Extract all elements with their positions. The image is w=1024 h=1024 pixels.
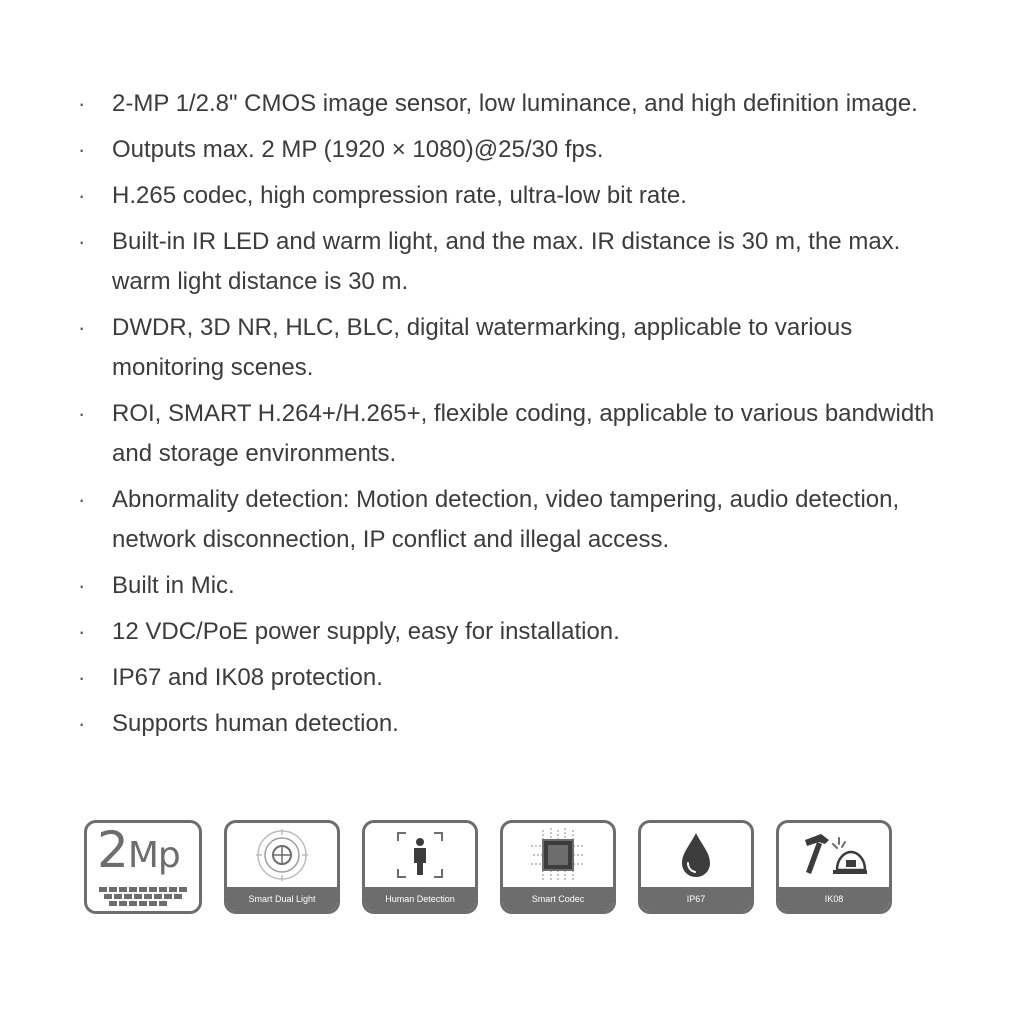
feature-text: Built-in IR LED and warm light, and the max. IR distance is 30 m, the max. warm light distance is 30 m. bbox=[112, 228, 901, 295]
feature-text: DWDR, 3D NR, HLC, BLC, digital watermarking, applicable to various monitoring scenes. bbox=[112, 314, 853, 381]
feature-list bbox=[78, 84, 938, 750]
bullet: · bbox=[78, 315, 86, 340]
ip67-badge bbox=[638, 820, 754, 914]
2mp-resolution-icon bbox=[87, 823, 199, 911]
mp-label bbox=[97, 821, 180, 879]
feature-item bbox=[78, 704, 938, 744]
feature-text: IP67 and IK08 protection. bbox=[112, 664, 383, 691]
feature-item bbox=[78, 658, 938, 698]
badge-caption: IP67 bbox=[641, 887, 751, 911]
ik08-badge bbox=[776, 820, 892, 914]
feature-text: Built in Mic. bbox=[112, 572, 235, 599]
feature-item bbox=[78, 394, 938, 474]
feature-text: Outputs max. 2 MP (1920 × 1080)@25/30 fps. bbox=[112, 136, 604, 163]
chip-icon bbox=[529, 826, 587, 884]
feature-item bbox=[78, 308, 938, 388]
feature-text: Supports human detection. bbox=[112, 710, 399, 737]
badge-caption: Human Detection bbox=[365, 887, 475, 911]
pixel-grid-icon bbox=[99, 887, 191, 907]
feature-badges bbox=[84, 820, 892, 914]
bullet: · bbox=[78, 229, 86, 254]
badge-caption: IK08 bbox=[779, 887, 889, 911]
human-detection-icon bbox=[394, 829, 446, 881]
bullet: · bbox=[78, 665, 86, 690]
feature-item bbox=[78, 566, 938, 606]
smart-dual-light-badge bbox=[224, 820, 340, 914]
bullet: · bbox=[78, 619, 86, 644]
human-detection-badge bbox=[362, 820, 478, 914]
badge-caption: Smart Codec bbox=[503, 887, 613, 911]
mp-number: 2 bbox=[97, 821, 128, 879]
feature-item bbox=[78, 480, 938, 560]
bullet: · bbox=[78, 573, 86, 598]
badge-caption: Smart Dual Light bbox=[227, 887, 337, 911]
feature-text: 12 VDC/PoE power supply, easy for installation. bbox=[112, 618, 620, 645]
feature-item bbox=[78, 176, 938, 216]
bullet: · bbox=[78, 487, 86, 512]
bullet: · bbox=[78, 137, 86, 162]
feature-text: 2-MP 1/2.8" CMOS image sensor, low luminance, and high definition image. bbox=[112, 90, 918, 117]
water-drop-icon bbox=[676, 831, 716, 879]
feature-text: ROI, SMART H.264+/H.265+, flexible coding, applicable to various bandwidth and storage environments. bbox=[112, 400, 935, 467]
feature-text: H.265 codec, high compression rate, ultra-low bit rate. bbox=[112, 182, 687, 209]
feature-item bbox=[78, 612, 938, 652]
feature-item bbox=[78, 130, 938, 170]
smart-codec-badge bbox=[500, 820, 616, 914]
bullet: · bbox=[78, 91, 86, 116]
feature-item bbox=[78, 222, 938, 302]
bullet: · bbox=[78, 183, 86, 208]
2mp-resolution-badge bbox=[84, 820, 202, 914]
dual-light-icon bbox=[254, 827, 310, 883]
mp-unit: Mp bbox=[127, 835, 180, 876]
bullet: · bbox=[78, 711, 86, 736]
hammer-impact-icon bbox=[799, 830, 869, 880]
feature-item bbox=[78, 84, 938, 124]
feature-text: Abnormality detection: Motion detection, video tampering, audio detection, network disconnection, IP conflict and illegal access. bbox=[112, 486, 900, 553]
bullet: · bbox=[78, 401, 86, 426]
